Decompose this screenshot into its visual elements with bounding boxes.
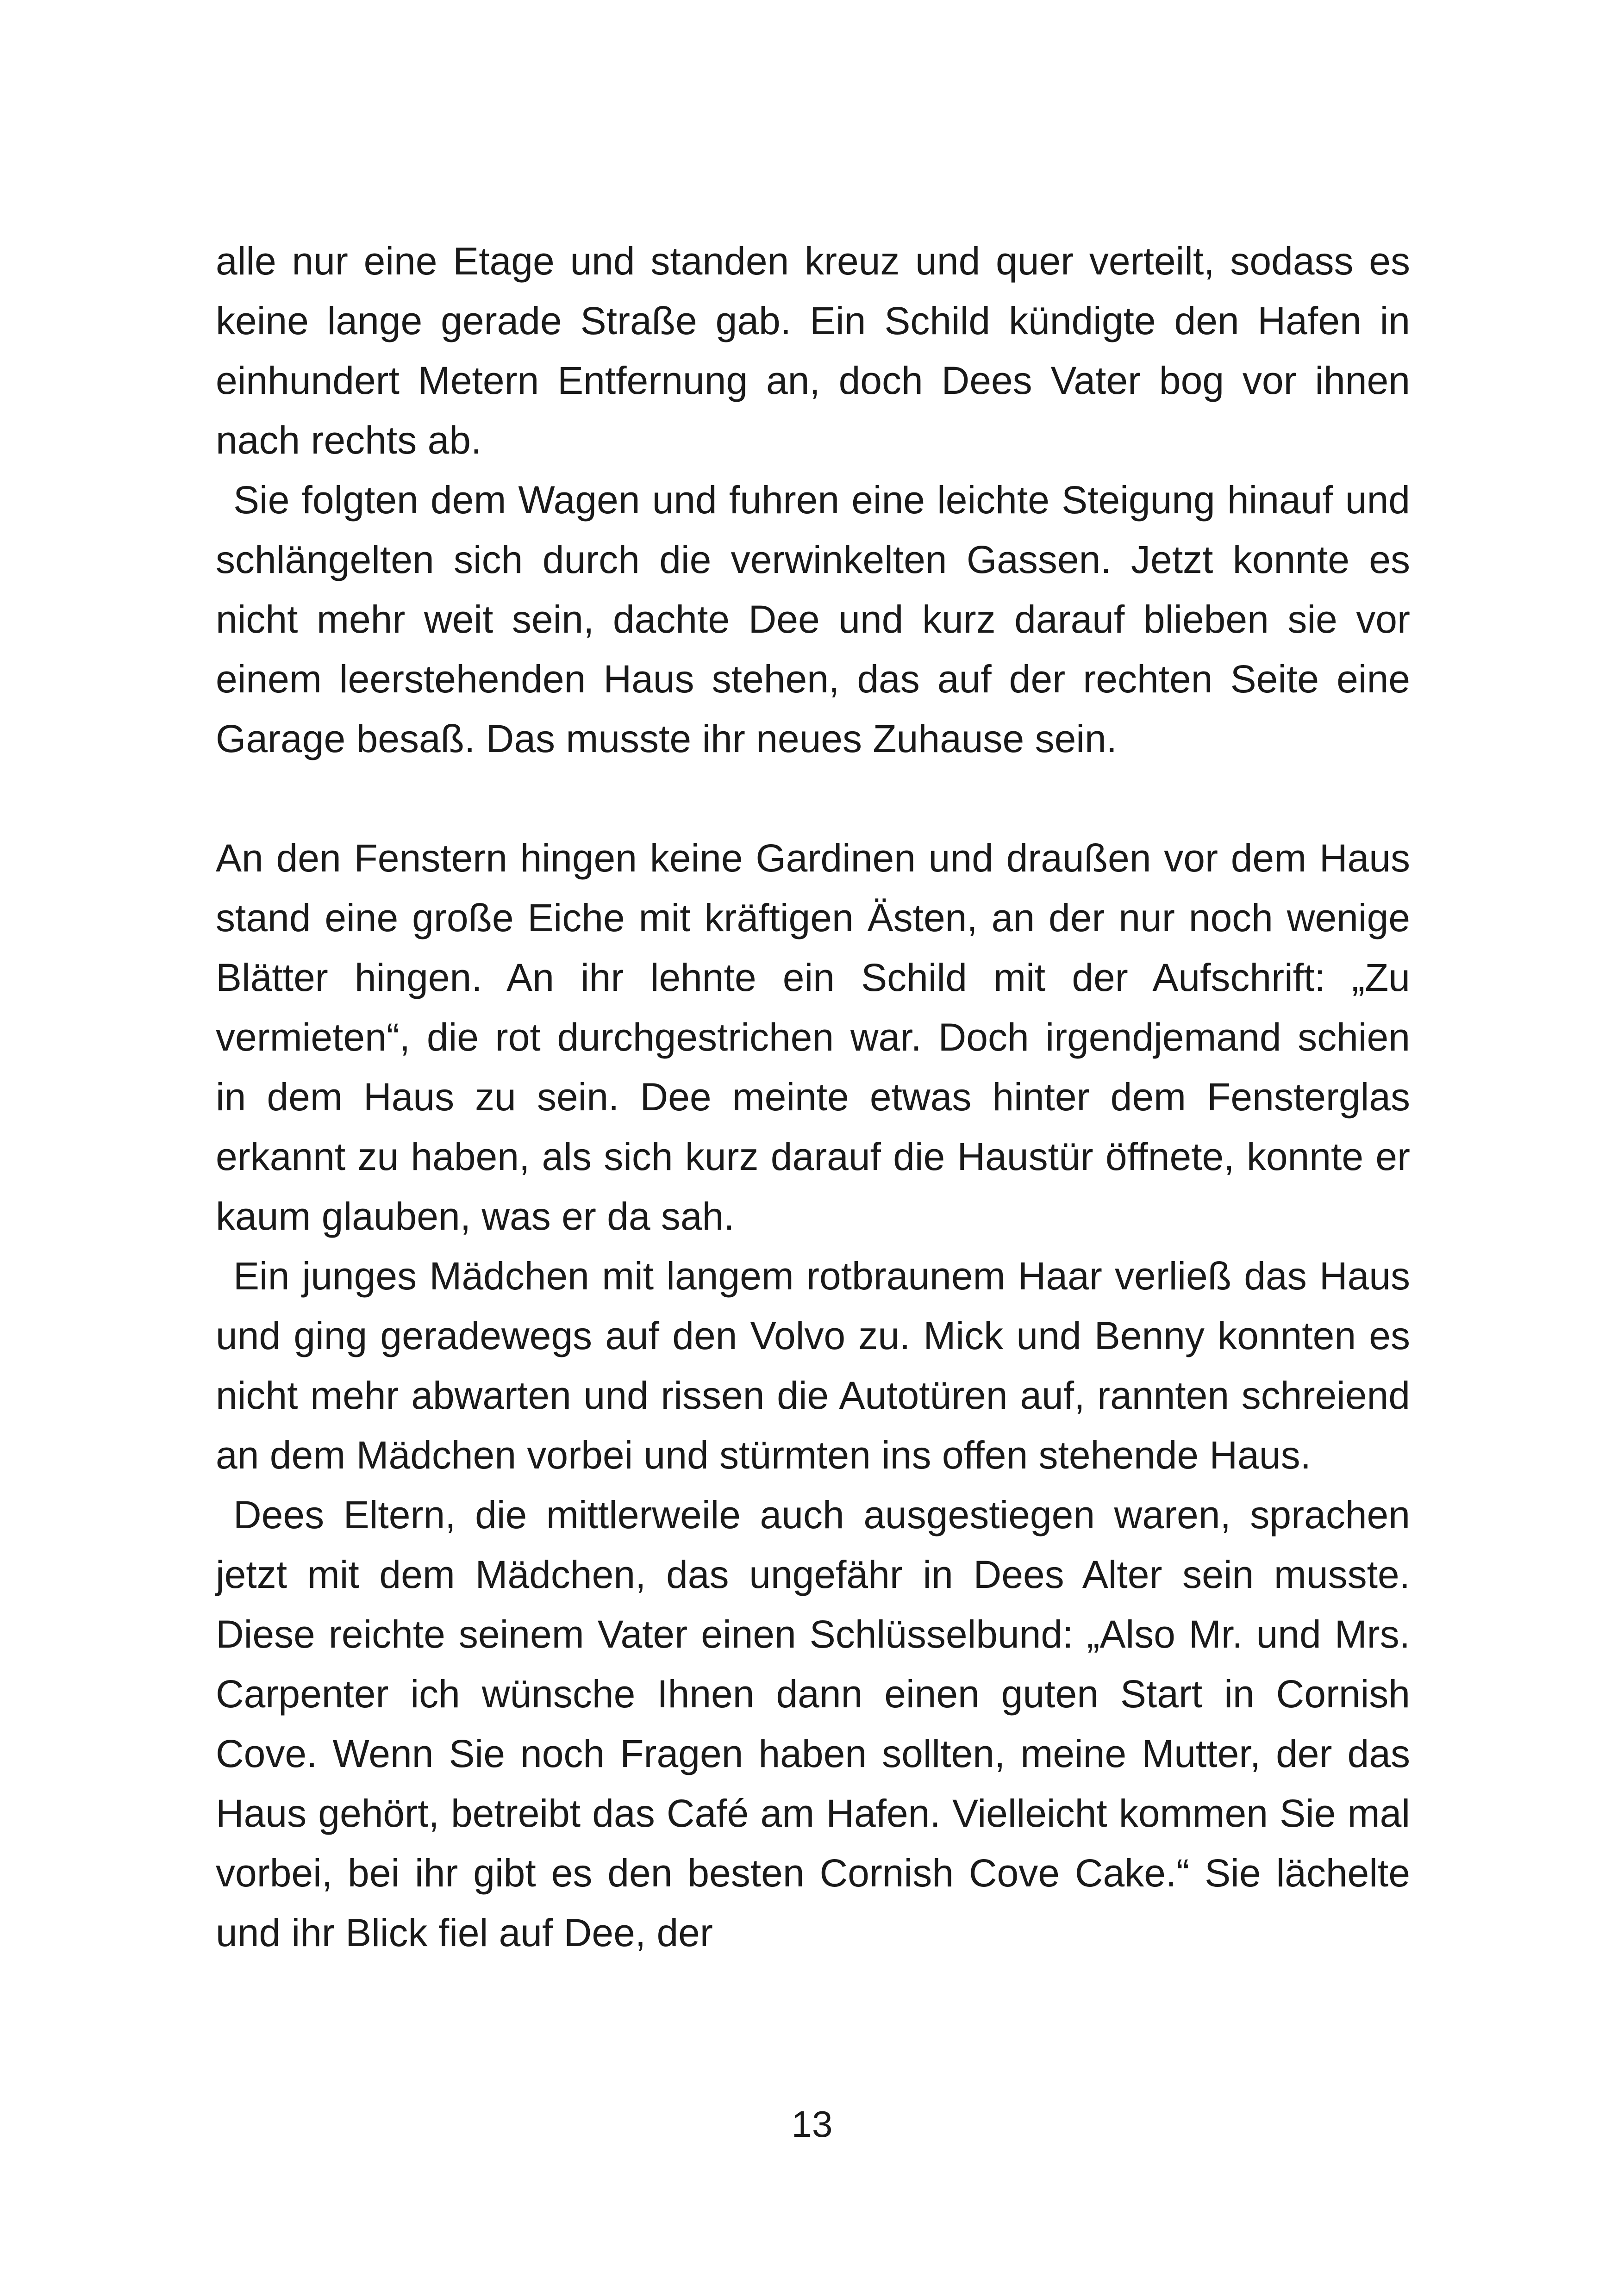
page-body: [216, 231, 1410, 1963]
paragraph: Ein junges Mädchen mit langem rotbraunem Haar verließ das Haus und ging geradewegs auf den Volvo zu. Mick und Benny konnten es nicht mehr abwarten und rissen die Autotüren auf, rannten schreiend an dem Mädchen vorbei und stürmten ins offen stehende Haus.: [216, 1254, 1410, 1477]
paragraph: Sie folgten dem Wagen und fuhren eine leichte Steigung hinauf und schlängelten sich durch die verwinkelten Gassen. Jetzt konnte es nicht mehr weit sein, dachte Dee und kurz darauf blieben sie vor einem leerstehenden Haus stehen, das auf der rechten Seite eine Garage besaß. Das musste ihr neues Zuhause sein.: [216, 478, 1410, 760]
page-number: 13: [791, 2103, 833, 2145]
paragraph: Dees Eltern, die mittlerweile auch ausgestiegen waren, sprachen jetzt mit dem Mädchen, das ungefähr in Dees Alter sein musste. Diese reichte seinem Vater einen Schlüsselbund: „Also Mr. und Mrs. Carpenter ich wünsche Ihnen dann einen guten Start in Cornish Cove. Wenn Sie noch Fragen haben sollten, meine Mutter, der das Haus gehört, betreibt das Café am Hafen. Vielleicht kommen Sie mal vorbei, bei ihr gibt es den besten Cornish Cove Cake.“ Sie lächelte und ihr Blick fiel auf Dee, der: [216, 1493, 1410, 1954]
paragraph: alle nur eine Etage und standen kreuz und quer verteilt, sodass es keine lange gerade Straße gab. Ein Schild kündigte den Hafen in einhundert Metern Entfernung an, doch Dees Vater bog vor ihnen nach rechts ab.: [216, 239, 1410, 462]
paragraph: An den Fenstern hingen keine Gardinen und draußen vor dem Haus stand eine große Eiche mit kräftigen Ästen, an der nur noch wenige Blätter hingen. An ihr lehnte ein Schild mit der Aufschrift: „Zu vermieten“, die rot durchgestrichen war. Doch irgendjemand schien in dem Haus zu sein. Dee meinte etwas hinter dem Fensterglas erkannt zu haben, als sich kurz darauf die Haustür öffnete, konnte er kaum glauben, was er da sah.: [216, 836, 1410, 1238]
